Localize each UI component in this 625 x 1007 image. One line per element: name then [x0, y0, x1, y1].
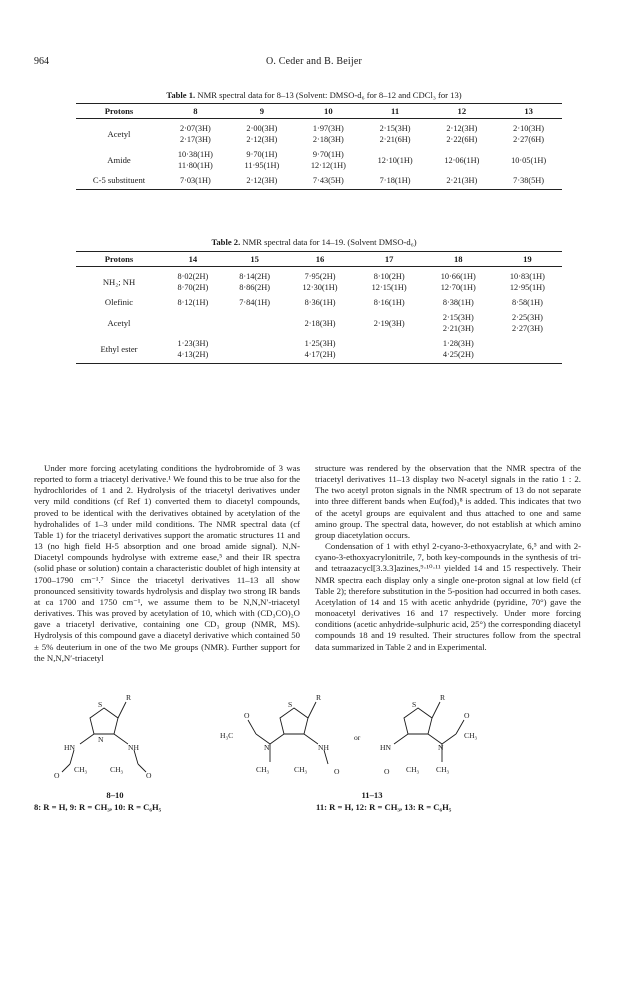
- table-cell: [355, 308, 424, 334]
- cell-value: 2·15(3H): [442, 313, 474, 322]
- bond-acyl-left: [70, 750, 74, 764]
- cell-value: 7·18(1H): [379, 176, 411, 185]
- atom-o-right-2: O: [384, 767, 390, 776]
- cell-value: 2·21(3H): [446, 176, 478, 185]
- table-row: [76, 308, 562, 334]
- cell-value: 2·21(3H): [442, 324, 474, 333]
- cell-value: 8·16(1H): [373, 298, 405, 307]
- cell-value: 10·83(1H): [509, 272, 545, 281]
- cell-value: 2·12(3H): [246, 135, 278, 144]
- table-cell: [295, 145, 362, 171]
- atom-r-middle: R: [316, 693, 322, 702]
- header-compound-14: 14: [162, 252, 224, 267]
- atom-s-middle: S: [288, 700, 293, 709]
- table-cell: [493, 267, 562, 294]
- table-cell: [162, 334, 224, 364]
- cell-value: 2·00(3H): [246, 124, 278, 133]
- bond-acyl-middle-3: [324, 750, 328, 764]
- table-cell: [224, 334, 286, 364]
- cell-value: 2·17(3H): [179, 135, 211, 144]
- atom-ch3-middle-1: CH₃: [256, 765, 270, 774]
- running-title: O. Ceder and B. Beijer: [265, 56, 363, 67]
- table-cell: [286, 293, 355, 308]
- atom-h3c-middle: H₃C: [220, 731, 234, 740]
- atom-ch3-right-top: CH₃: [464, 731, 478, 740]
- atom-nh-left: NH: [128, 743, 139, 752]
- right-paragraph-1: structure was rendered by the observation that the NMR spectra of the triacetyl derivatives 11–13 display two N-acetyl signals in the ratio 1 : 2. The two acetyl proton signals in the NMR spectrum of 13 do not separate into three different bands when Eu(fod)₃⁸ is added. This indicates that two of the acetyl groups are equivalent and thus attached to one and same amino group. The spectral data, however, do not establish at which amino group diacetylation occurs.: [315, 463, 581, 540]
- chemical-structures: [34, 690, 594, 790]
- table-row: [76, 334, 562, 364]
- table-cell: [224, 308, 286, 334]
- bond-n-middle-right: [304, 734, 318, 744]
- bond-n-right: [114, 734, 128, 744]
- atom-ch3-left-2: CH₃: [110, 765, 124, 774]
- cell-value: 12·95(1H): [509, 283, 545, 292]
- cell-value: 8·02(2H): [177, 272, 209, 281]
- table-cell: [229, 119, 295, 146]
- bond-co-right: [138, 764, 146, 772]
- table-cell: [162, 171, 229, 190]
- table-cell: [493, 293, 562, 308]
- cell-value: 7·38(5H): [513, 176, 545, 185]
- cell-value: 1·23(3H): [177, 339, 209, 348]
- table-cell: [286, 334, 355, 364]
- table-cell: [495, 145, 562, 171]
- header-compound-12: 12: [428, 104, 495, 119]
- bond-acyl-right-1: [442, 734, 456, 744]
- table-cell: [295, 171, 362, 190]
- thiadiazine-ring-right: [404, 708, 432, 734]
- bond-n-right-left: [394, 734, 408, 744]
- header-compound-15: 15: [224, 252, 286, 267]
- structure-11-13-b: [380, 693, 478, 776]
- table-cell: [362, 119, 429, 146]
- table2: [76, 251, 562, 364]
- cell-value: 7·03(1H): [179, 176, 211, 185]
- thiadiazine-ring-left: [90, 708, 118, 734]
- header-protons: Protons: [76, 252, 162, 267]
- table-cell: [428, 145, 495, 171]
- atom-n-left: N: [98, 735, 104, 744]
- atom-ch3-right-1: CH₃: [406, 765, 420, 774]
- cell-value: 2·19(3H): [373, 318, 405, 328]
- compound-label-11-13: 11–13: [361, 790, 383, 800]
- structure-caption-left: 8: R = H, 9: R = CH₃, 10: R = C₆H₅: [34, 802, 162, 812]
- cell-value: 12·10(1H): [377, 155, 413, 165]
- cell-value: 2·15(3H): [379, 124, 411, 133]
- page-number: 964: [34, 56, 49, 67]
- cell-value: 4·17(2H): [304, 350, 336, 359]
- cell-value: 1·25(3H): [304, 339, 336, 348]
- cell-value: 2·10(3H): [513, 124, 545, 133]
- table1-caption: [34, 90, 594, 100]
- row-label: NH₂; NH: [102, 276, 136, 287]
- atom-ch3-middle-2: CH₃: [294, 765, 308, 774]
- table-row: [76, 293, 562, 308]
- cell-value: 2·18(3H): [312, 135, 344, 144]
- table-cell: [362, 145, 429, 171]
- row-label: Acetyl: [107, 317, 131, 328]
- cell-value: 8·70(2H): [177, 283, 209, 292]
- table-row: [76, 145, 562, 171]
- bond-n-middle-left: [270, 734, 284, 744]
- cell-value: 2·25(3H): [511, 313, 543, 322]
- atom-hn-left: HN: [64, 743, 75, 752]
- table2-caption-text: NMR spectral data for 14–19. (Solvent DMSO-d₆): [242, 237, 417, 247]
- bond-r-middle: [308, 702, 316, 718]
- cell-value: 4·25(2H): [442, 350, 474, 359]
- structure-11-13-a: [220, 693, 340, 776]
- bond-co-left: [62, 764, 70, 772]
- cell-value: 2·07(3H): [179, 124, 211, 133]
- table-cell: [495, 119, 562, 146]
- atom-r-left: R: [126, 693, 132, 702]
- table2-caption: [34, 237, 594, 247]
- cell-value: 8·14(2H): [239, 272, 271, 281]
- compound-label-8-10: 8–10: [106, 790, 124, 800]
- header-compound-13: 13: [495, 104, 562, 119]
- table2-caption-label: Table 2.: [211, 237, 241, 247]
- cell-value: 12·70(1H): [440, 283, 476, 292]
- table-cell: [424, 308, 493, 334]
- table-cell: [295, 119, 362, 146]
- table-cell: [229, 145, 295, 171]
- cell-value: 11·95(1H): [244, 161, 280, 170]
- header-compound-16: 16: [286, 252, 355, 267]
- bond-n-left: [80, 734, 94, 744]
- cell-value: 7·84(1H): [239, 298, 271, 307]
- header-compound-17: 17: [355, 252, 424, 267]
- cell-value: 2·12(3H): [246, 176, 278, 185]
- cell-value: 12·15(1H): [371, 283, 407, 292]
- cell-value: 12·30(1H): [302, 283, 338, 292]
- table-cell: [229, 171, 295, 190]
- table-cell: [428, 171, 495, 190]
- table-header-row: [76, 252, 562, 267]
- bond-co-right-1: [456, 720, 464, 734]
- atom-s-left: S: [98, 700, 103, 709]
- bond-co-middle-1: [248, 720, 256, 734]
- header-protons: Protons: [76, 104, 162, 119]
- right-column: [315, 463, 581, 653]
- atom-n-right: N: [438, 743, 444, 752]
- table-row: [76, 119, 562, 146]
- cell-value: 8·36(1H): [304, 298, 336, 307]
- cell-value: 11·80(1H): [178, 161, 213, 170]
- table-cell: [224, 293, 286, 308]
- bond-r-left: [118, 702, 126, 718]
- cell-value: 1·97(3H): [312, 124, 344, 133]
- table-row: [76, 171, 562, 190]
- table-cell: [355, 334, 424, 364]
- table1-caption-label: Table 1.: [166, 90, 196, 100]
- table-cell: [162, 267, 224, 294]
- header-compound-18: 18: [424, 252, 493, 267]
- cell-value: 2·12(3H): [446, 124, 478, 133]
- table-cell: [355, 267, 424, 294]
- cell-value: 8·38(1H): [442, 298, 474, 307]
- table-cell: [424, 334, 493, 364]
- atom-s-right: S: [412, 700, 417, 709]
- cell-value: 7·95(2H): [304, 272, 336, 281]
- header-compound-10: 10: [295, 104, 362, 119]
- table-cell: [224, 267, 286, 294]
- cell-value: 10·66(1H): [440, 272, 476, 281]
- cell-value: 7·43(5H): [312, 176, 344, 185]
- row-label: C-5 substituent: [76, 171, 162, 190]
- header-compound-8: 8: [162, 104, 229, 119]
- atom-n-middle: N: [264, 743, 270, 752]
- table-cell: [495, 171, 562, 190]
- cell-value: 12·12(1H): [310, 161, 346, 170]
- cell-value: 9·70(1H): [312, 150, 344, 159]
- structure-caption-right: 11: R = H, 12: R = CH₃, 13: R = C₆H₅: [316, 802, 452, 812]
- table-cell: [355, 293, 424, 308]
- table-cell: [493, 334, 562, 364]
- table-row: [76, 267, 562, 294]
- atom-o-left-1: O: [54, 771, 60, 780]
- or-label: or: [354, 733, 361, 742]
- table-cell: [362, 171, 429, 190]
- row-label: Ethyl ester: [76, 334, 162, 364]
- bond-r-right: [432, 702, 440, 718]
- thiadiazine-ring-middle: [280, 708, 308, 734]
- table-cell: [162, 293, 224, 308]
- table-cell: [162, 119, 229, 146]
- header-compound-11: 11: [362, 104, 429, 119]
- cell-value: 2·18(3H): [304, 318, 336, 328]
- cell-value: 12·06(1H): [444, 155, 480, 165]
- header-compound-9: 9: [229, 104, 295, 119]
- cell-value: 8·10(2H): [373, 272, 405, 281]
- running-header: [34, 56, 594, 70]
- cell-value: 2·21(6H): [379, 135, 411, 144]
- structure-8-10: [54, 693, 152, 780]
- table-cell: [493, 308, 562, 334]
- row-label: Olefinic: [104, 297, 134, 307]
- cell-value: 4·13(2H): [177, 350, 209, 359]
- cell-value: 2·22(6H): [446, 135, 478, 144]
- atom-o-left-2: O: [146, 771, 152, 780]
- table1: [76, 103, 562, 190]
- row-label: Amide: [107, 154, 131, 165]
- left-column: [34, 463, 300, 664]
- table1-caption-text: NMR spectral data for 8–13 (Solvent: DMSO-d₆ for 8–12 and CDCl₃ for 13): [197, 90, 462, 100]
- cell-value: 10·38(1H): [177, 150, 213, 159]
- left-paragraph: Under more forcing acetylating conditions the hydrobromide of 3 was reported to form a triacetyl derivative.¹ We found this to be true also for the hydrochlorides of 1 and 2. Hydrolysis of the triacetyl derivatives under very mild conditions (cf Ref 1) converted them to diacetyl compounds, proved to be identical with the derivatives obtained by acetylation of the hydrohalides of 1–3 under mild conditions. The NMR spectral data (cf Table 1) for the triacetyl derivatives support the aromatic structures 11 and 13 (no high field H-5 absorption and one broad amide signal). N,N-Diacetyl compounds hydrolyse with extreme ease,⁵ and their IR spectra (solid phase or solution) contain a characteristic doublet of high intensity at 1700–1790 cm⁻¹.⁷ Since the triacetyl derivatives 11–13 all show pronounced sensitivity towards hydrolysis and display two strong IR bands at ca 1700 and 1750 cm⁻¹, we assume them to be N,N,N′-triacetyl derivatives. This was proved by acetylation of 10, which with (CD₃CO)₂O gave a triacetyl derivative, containing one CD₃ group (NMR, MS). Hydrolysis of this compound gave a diacetyl derivative which contained 50 ± 5% deuterium in one of the two Me groups (NMR). Further support for the N,N,N′-triacetyl: [34, 463, 300, 663]
- cell-value: 10·05(1H): [511, 155, 547, 165]
- table-cell: [162, 308, 224, 334]
- atom-nh-middle: NH: [318, 743, 329, 752]
- bond-acyl-right: [134, 750, 138, 764]
- atom-o-middle-1: O: [244, 711, 250, 720]
- cell-value: 8·58(1H): [511, 298, 543, 307]
- atom-ch3-left-1: CH₃: [74, 765, 88, 774]
- table-cell: [286, 308, 355, 334]
- table-cell: [424, 267, 493, 294]
- cell-value: 9·70(1H): [246, 150, 278, 159]
- table-header-row: [76, 104, 562, 119]
- table-cell: [428, 119, 495, 146]
- cell-value: 8·86(2H): [239, 283, 271, 292]
- header-compound-19: 19: [493, 252, 562, 267]
- cell-value: 2·27(6H): [513, 135, 545, 144]
- right-paragraph-2: Condensation of 1 with ethyl 2-cyano-3-ethoxyacrylate, 6,⁵ and with 2-cyano-3-ethoxyacrylonitrile, 7, both key-compounds in the synthesis of tri- and tetraazacycl[3.3.3]azines,⁹·¹⁰·¹¹ yielded 14 and 15 respectively. Their NMR spectra each display only a single one-proton signal at low field (cf Table 2); therefore substitution in the 5-position had occurred in both cases. Acetylation of 14 and 15 with acetic anhydride (pyridine, 70°) gave the monoacetyl derivatives 16 and 17 respectively. Under more forcing conditions (acetic anhydride-sulphuric acid, 25°) the corresponding diacetyl compounds 18 and 19 resulted. Their structures follow from the spectral data summarized in Table 2 and in Experimental.: [315, 541, 581, 652]
- cell-value: 2·27(3H): [511, 324, 543, 333]
- table-cell: [162, 145, 229, 171]
- structure-drawing: [34, 690, 594, 790]
- atom-ch3-right-2: CH₃: [436, 765, 450, 774]
- atom-r-right: R: [440, 693, 446, 702]
- table-cell: [424, 293, 493, 308]
- table-cell: [286, 267, 355, 294]
- atom-hn-right: HN: [380, 743, 391, 752]
- atom-o-right-1: O: [464, 711, 470, 720]
- atom-o-middle-2: O: [334, 767, 340, 776]
- cell-value: 8·12(1H): [177, 298, 209, 307]
- cell-value: 1·28(3H): [442, 339, 474, 348]
- row-label: Acetyl: [107, 128, 131, 139]
